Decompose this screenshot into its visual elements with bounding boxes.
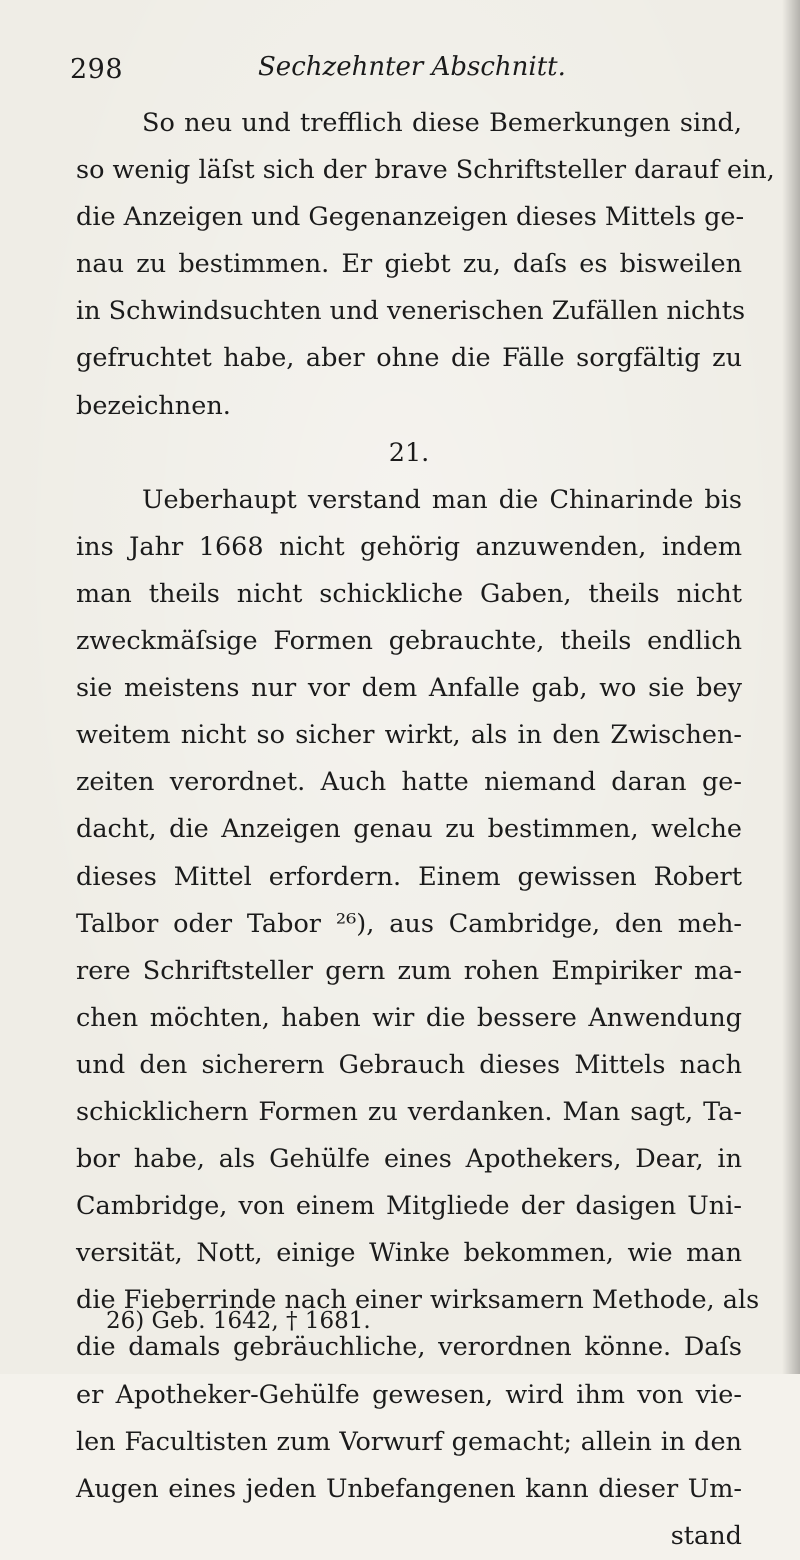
text-line: und den sicherern Gebrauch dieses Mittels nach	[76, 1049, 742, 1080]
text-line: so wenig läſst sich der brave Schriftsteller darauf ein,	[76, 155, 775, 186]
text-line: schicklichern Formen zu verdanken. Man sagt, Ta-	[76, 1096, 742, 1127]
text-line: er Apotheker-Gehülfe gewesen, wird ihm von vie-	[76, 1379, 742, 1410]
page-header	[68, 50, 758, 90]
catchword: stand	[670, 1520, 742, 1551]
text-line: nau zu bestimmen. Er giebt zu, daſs es bisweilen	[76, 249, 742, 280]
text-line: bor habe, als Gehülfe eines Apothekers, Dear, in	[76, 1144, 742, 1175]
footnote: 26) Geb. 1642, † 1681.	[106, 1308, 371, 1334]
text-line: dacht, die Anzeigen genau zu bestimmen, welche	[76, 814, 742, 845]
running-head: Sechzehnter Abschnitt.	[258, 52, 566, 82]
text-line: die Anzeigen und Gegenanzeigen dieses Mittels ge-	[76, 202, 745, 233]
text-line: Ueberhaupt verstand man die Chinarinde bis	[142, 484, 742, 515]
text-line: zeiten verordnet. Auch hatte niemand daran ge-	[76, 767, 742, 798]
page-number: 298	[70, 54, 124, 85]
text-line: gefruchtet habe, aber ohne die Fälle sorgfältig zu	[76, 343, 742, 374]
text-line: Talbor oder Tabor ²⁶), aus Cambridge, den meh-	[76, 908, 742, 939]
text-line: man theils nicht schickliche Gaben, theils nicht	[76, 578, 742, 609]
text-line: chen möchten, haben wir die bessere Anwendung	[76, 1002, 742, 1033]
body-text	[76, 100, 775, 1560]
text-line: die damals gebräuchliche, verordnen könne. Daſs	[76, 1332, 742, 1363]
text-line: bezeichnen.	[76, 390, 231, 421]
text-line: Augen eines jeden Unbefangenen kann dieser Um-	[76, 1473, 742, 1504]
text-line: zweckmäſsige Formen gebrauchte, theils endlich	[76, 626, 742, 657]
text-line: versität, Nott, einige Winke bekommen, wie man	[76, 1238, 742, 1269]
text-line: in Schwindsuchten und venerischen Zufällen nichts	[76, 296, 746, 327]
page-edge-shadow	[782, 0, 800, 1374]
text-line: weitem nicht so sicher wirkt, als in den Zwischen-	[76, 720, 742, 751]
section-number: 21.	[388, 437, 430, 468]
text-line: sie meistens nur vor dem Anfalle gab, wo sie bey	[76, 673, 742, 704]
text-line: rere Schriftsteller gern zum rohen Empiriker ma-	[76, 955, 742, 986]
text-line: die Fieberrinde nach einer wirksamern Methode, als	[76, 1285, 760, 1316]
text-line: dieses Mittel erfordern. Einem gewissen Robert	[76, 861, 742, 892]
text-line: So neu und trefflich diese Bemerkungen sind,	[142, 108, 742, 138]
text-line: Cambridge, von einem Mitgliede der dasigen Uni-	[76, 1191, 742, 1222]
text-line: ins Jahr 1668 nicht gehörig anzuwenden, indem	[76, 531, 742, 562]
text-line: len Facultisten zum Vorwurf gemacht; allein in den	[76, 1426, 742, 1457]
